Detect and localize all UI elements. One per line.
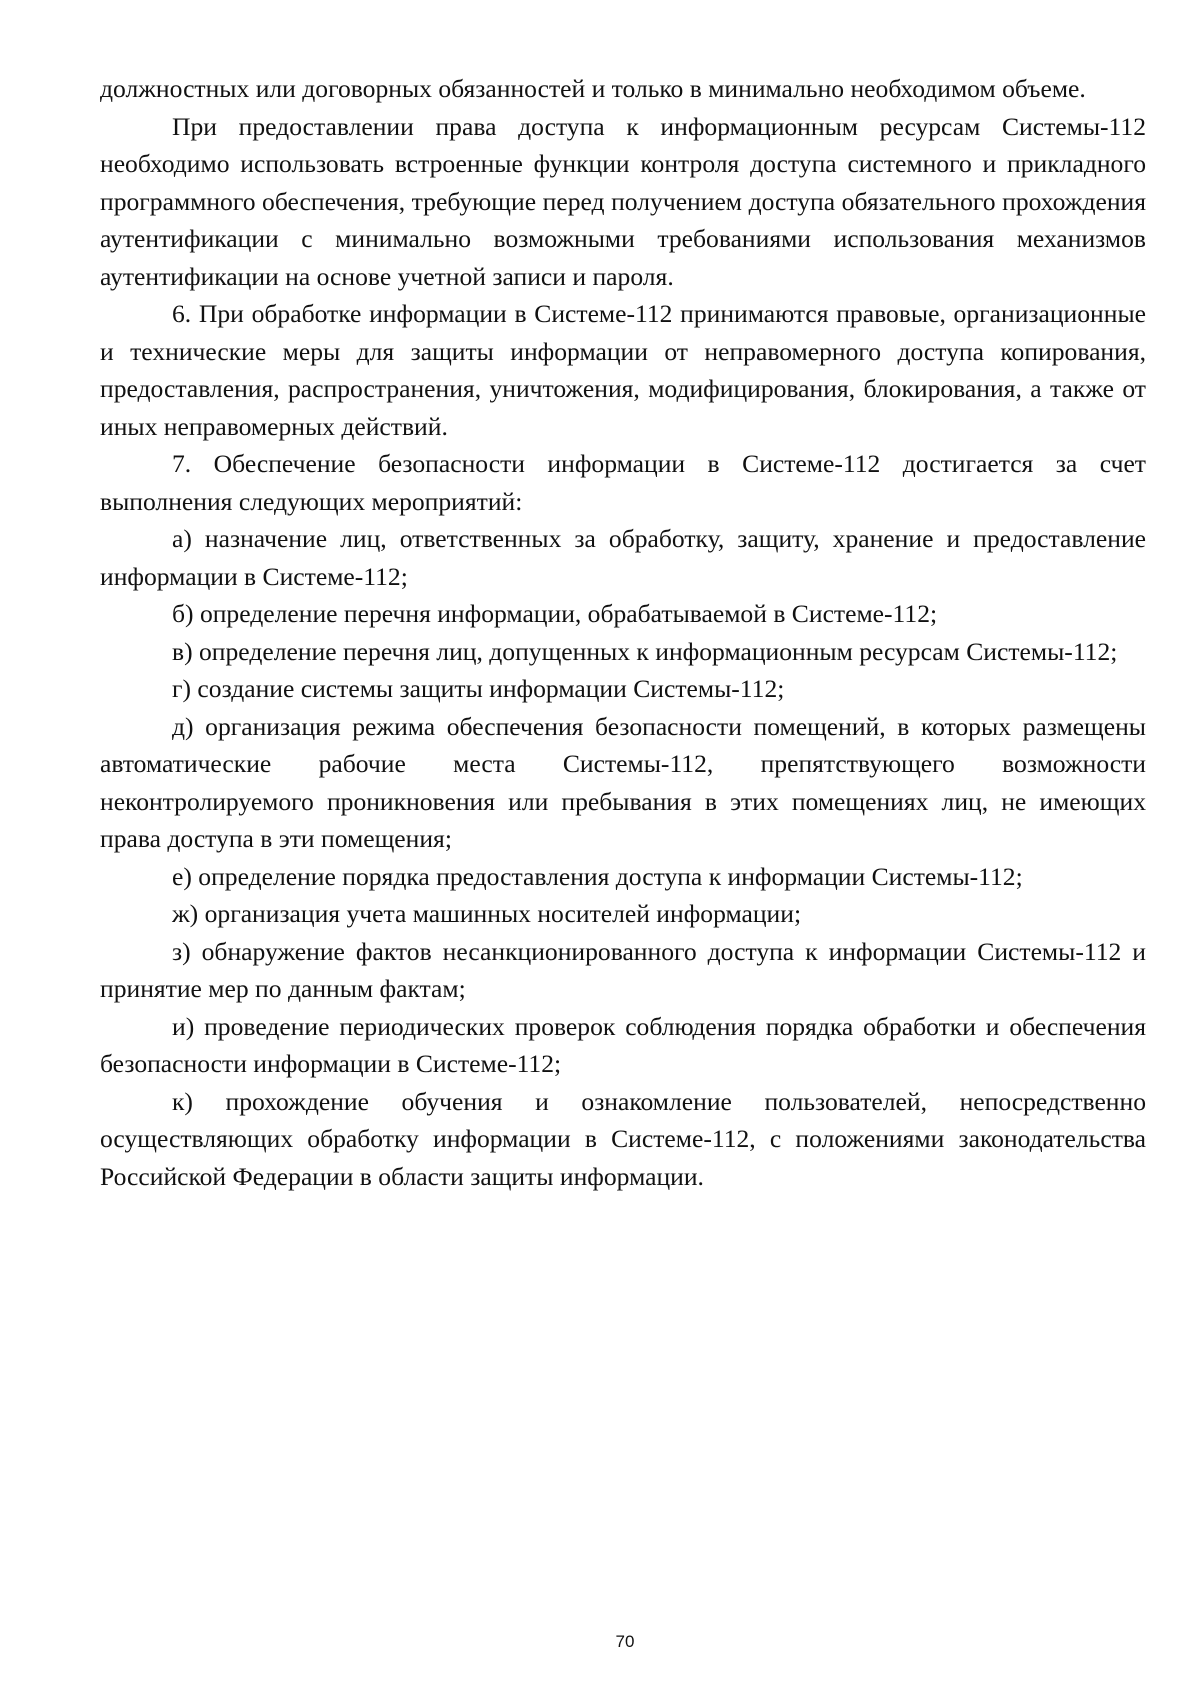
list-item-v: в) определение перечня лиц, допущенных к информационным ресурсам Системы-112; bbox=[172, 636, 1118, 666]
paragraph-item-7: 7. Обеспечение безопасности информации в Системе-112 достигается за счет выполнения следующих мероприятий: bbox=[100, 449, 1146, 516]
list-item-a: а) назначение лиц, ответственных за обработку, защиту, хранение и предоставление информации в Системе-112; bbox=[100, 524, 1146, 591]
list-item-k: к) прохождение обучения и ознакомление пользователей, непосредственно осуществляющих обработку информации в Системе-112, с положениями законодательства Российской Федерации в области защиты информации. bbox=[100, 1086, 1146, 1191]
list-item-z: з) обнаружение фактов несанкционированного доступа к информации Системы-112 и принятие мер по данным фактам; bbox=[100, 936, 1146, 1003]
list-item-i: и) проведение периодических проверок соблюдения порядка обработки и обеспечения безопасности информации в Системе-112; bbox=[100, 1011, 1146, 1078]
list-item-e: е) определение порядка предоставления доступа к информации Системы-112; bbox=[172, 861, 1023, 891]
list-item-b: б) определение перечня информации, обрабатываемой в Системе-112; bbox=[172, 599, 938, 628]
document-page bbox=[100, 70, 1146, 1195]
list-item-g: г) создание системы защиты информации Системы-112; bbox=[172, 674, 785, 703]
paragraph-item-6: 6. При обработке информации в Системе-112 принимаются правовые, организационные и технические меры для защиты информации от неправомерного доступа копирования, предоставления, распространения, уничтожения, модифицирования, блокирования, а также от иных неправомерных действий. bbox=[100, 299, 1146, 441]
paragraph-access-rights: При предоставлении права доступа к информационным ресурсам Системы-112 необходимо использовать встроенные функции контроля доступа системного и прикладного программного обеспечения, требующие перед получением доступа обязательного прохождения аутентификации с минимально возможными требованиями использования механизмов аутентификации на основе учетной записи и пароля. bbox=[100, 111, 1146, 291]
list-item-d: д) организация режима обеспечения безопасности помещений, в которых размещены автоматические рабочие места Системы-112, препятствующего возможности неконтролируемого проникновения или пребывания в этих помещениях лиц, не имеющих права доступа в эти помещения; bbox=[100, 711, 1146, 853]
paragraph-continuation: должностных или договорных обязанностей и только в минимально необходимом объеме. bbox=[100, 74, 1086, 103]
page-number: 70 bbox=[615, 1632, 635, 1651]
list-item-zh: ж) организация учета машинных носителей информации; bbox=[172, 899, 802, 928]
